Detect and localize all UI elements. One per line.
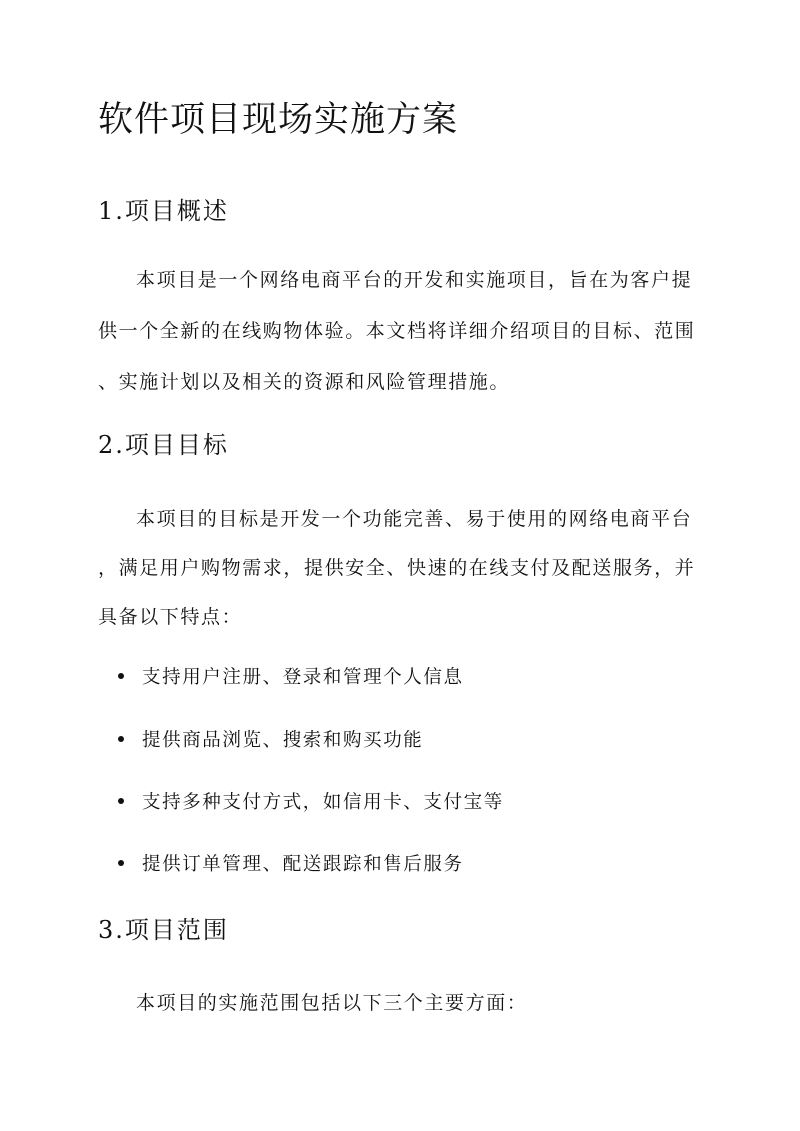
bullet-icon xyxy=(118,736,124,742)
section-heading-goals: 2.项目目标 xyxy=(98,431,229,459)
paragraph-line: 本项目的实施范围包括以下三个主要方面： xyxy=(136,992,528,1014)
list-item xyxy=(118,665,464,691)
paragraph-line: 本项目是一个网络电商平台的开发和实施项目，旨在为客户提 xyxy=(136,269,693,291)
paragraph-line: 、实施计划以及相关的资源和风险管理措施。 xyxy=(98,371,511,393)
list-item-text: 提供商品浏览、搜索和购买功能 xyxy=(142,730,424,751)
list-item xyxy=(118,852,464,878)
bullet-icon xyxy=(118,798,124,804)
bullet-icon xyxy=(118,860,124,866)
list-item-text: 支持用户注册、登录和管理个人信息 xyxy=(142,667,464,688)
list-item xyxy=(118,728,423,754)
paragraph-line: 供一个全新的在线购物体验。本文档将详细介绍项目的目标、范围 xyxy=(98,320,696,342)
bullet-icon xyxy=(118,673,124,679)
paragraph-line: 具备以下特点： xyxy=(98,606,243,628)
paragraph-line: ，满足用户购物需求，提供安全、快速的在线支付及配送服务，并 xyxy=(98,557,696,579)
section-heading-scope: 3.项目范围 xyxy=(98,916,229,944)
document-title: 软件项目现场实施方案 xyxy=(98,100,459,140)
list-item-text: 支持多种支付方式，如信用卡、支付宝等 xyxy=(142,792,504,813)
section-heading-overview: 1.项目概述 xyxy=(98,197,229,225)
list-item xyxy=(118,790,504,816)
paragraph-line: 本项目的目标是开发一个功能完善、易于使用的网络电商平台 xyxy=(136,508,693,530)
list-item-text: 提供订单管理、配送跟踪和售后服务 xyxy=(142,854,464,875)
